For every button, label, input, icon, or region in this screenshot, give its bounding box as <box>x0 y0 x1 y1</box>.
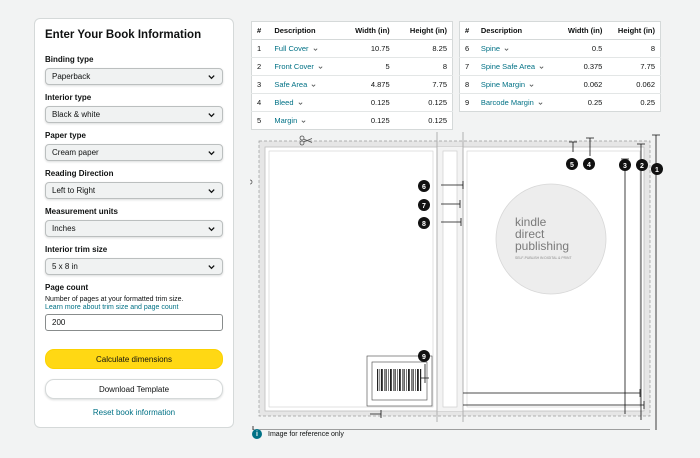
page-count-input[interactable] <box>45 314 223 331</box>
row-num: 8 <box>460 76 476 94</box>
measurement-units-label: Measurement units <box>45 207 118 216</box>
page-count-help: Number of pages at your formatted trim size. <box>45 296 184 303</box>
reading-direction-select[interactable] <box>45 182 223 199</box>
col-num: # <box>460 22 476 40</box>
row-num: 5 <box>257 116 262 125</box>
row-desc: Front Cover <box>274 62 314 71</box>
chevron-down-icon <box>539 65 544 70</box>
row-num: 6 <box>460 40 476 58</box>
logo-line-3: publishing <box>515 239 570 253</box>
chevron-down-icon <box>207 72 216 81</box>
table-row <box>252 40 453 58</box>
trim-size-label: Interior trim size <box>45 245 108 254</box>
marker-4-label: 4 <box>587 162 591 169</box>
row-desc: Margin <box>274 116 298 125</box>
binding-type-select[interactable] <box>45 68 223 85</box>
row-width: 0.062 <box>558 76 608 94</box>
table-row <box>252 76 453 94</box>
row-desc-dropdown[interactable] <box>476 58 558 76</box>
row-desc-dropdown[interactable] <box>269 76 340 94</box>
chevron-down-icon <box>207 148 216 157</box>
interior-type-select[interactable] <box>45 106 223 123</box>
row-num: 2 <box>252 58 270 76</box>
col-width: Width (in) <box>341 22 395 40</box>
chevron-down-icon <box>207 186 216 195</box>
col-height: Height (in) <box>607 22 660 40</box>
interior-type-value: Black & white <box>52 110 101 119</box>
dimensions-table-right <box>459 21 661 112</box>
trim-size-help-link[interactable]: Learn more about trim size and page count <box>45 304 179 311</box>
chevron-down-icon <box>298 101 303 106</box>
row-desc-dropdown[interactable] <box>269 40 340 58</box>
col-height: Height (in) <box>395 22 453 40</box>
row-height: 7.75 <box>395 76 453 94</box>
row-desc: Barcode Margin <box>480 98 534 107</box>
row-desc-dropdown[interactable] <box>476 76 558 94</box>
row-height: 8.25 <box>395 40 453 58</box>
cover-template-diagram <box>250 132 670 430</box>
calculate-dimensions-button[interactable]: Calculate dimensions <box>45 349 223 369</box>
row-desc: Safe Area <box>274 80 308 89</box>
reference-note <box>252 429 344 439</box>
row-height: 7.75 <box>607 58 660 76</box>
row-width: 0.5 <box>558 40 608 58</box>
row-width: 0.125 <box>370 116 390 125</box>
book-info-panel <box>34 18 234 428</box>
chevron-down-icon <box>311 83 316 88</box>
row-width: 0.375 <box>558 58 608 76</box>
trim-size-value: 5 x 8 in <box>52 262 78 271</box>
reset-book-info-link[interactable]: Reset book information <box>92 408 176 417</box>
col-desc: Description <box>476 22 558 40</box>
col-num: # <box>252 22 270 40</box>
page-count-value: 200 <box>52 318 66 327</box>
panel-title: Enter Your Book Information <box>45 29 202 41</box>
trim-size-select[interactable] <box>45 258 223 275</box>
row-width: 10.75 <box>341 40 395 58</box>
chevron-down-icon <box>207 262 216 271</box>
row-desc: Spine <box>480 44 501 53</box>
row-width: 0.25 <box>587 98 603 107</box>
row-num: 1 <box>252 40 270 58</box>
chevron-down-icon <box>301 119 306 124</box>
row-desc: Bleed <box>274 98 294 107</box>
row-width: 0.125 <box>341 94 395 112</box>
scissors-icon <box>250 180 252 192</box>
table-row <box>460 94 661 112</box>
marker-8-label: 8 <box>422 221 426 228</box>
paper-type-label: Paper type <box>45 131 86 140</box>
paper-type-select[interactable] <box>45 144 223 161</box>
row-desc-dropdown[interactable] <box>269 94 340 112</box>
row-num: 4 <box>252 94 270 112</box>
info-icon: i <box>252 429 262 439</box>
reference-note-text: Image for reference only <box>268 430 344 438</box>
chevron-down-icon <box>207 224 216 233</box>
row-desc: Spine Margin <box>480 80 526 89</box>
row-desc: Full Cover <box>274 44 309 53</box>
table-row <box>252 58 453 76</box>
row-num: 3 <box>252 76 270 94</box>
marker-7-label: 7 <box>422 203 426 210</box>
table-row <box>460 58 661 76</box>
table-row <box>252 112 453 130</box>
marker-9-label: 9 <box>422 354 426 361</box>
measurement-units-select[interactable] <box>45 220 223 237</box>
row-height: 0.125 <box>428 116 447 125</box>
table-row <box>460 76 661 94</box>
row-height: 8 <box>395 58 453 76</box>
chevron-down-icon <box>529 83 534 88</box>
row-num: 7 <box>460 58 476 76</box>
col-width: Width (in) <box>558 22 608 40</box>
paper-type-value: Cream paper <box>52 148 99 157</box>
row-width: 5 <box>341 58 395 76</box>
table-row <box>252 94 453 112</box>
row-num: 9 <box>465 98 470 107</box>
table-row <box>460 40 661 58</box>
marker-2-label: 2 <box>640 163 644 170</box>
marker-5-label: 5 <box>570 162 574 169</box>
row-height: 0.062 <box>607 76 660 94</box>
chevron-down-icon <box>207 110 216 119</box>
reading-direction-value: Left to Right <box>52 186 96 195</box>
binding-type-value: Paperback <box>52 72 91 81</box>
row-height: 0.125 <box>395 94 453 112</box>
row-desc-dropdown[interactable] <box>269 58 340 76</box>
chevron-down-icon <box>538 101 543 106</box>
spine-safe-area <box>443 151 457 407</box>
logo-line-2: direct <box>515 227 545 241</box>
row-desc-dropdown[interactable] <box>269 112 340 130</box>
logo-tagline: SELF-PUBLISH IN DIGITAL & PRINT <box>515 256 572 260</box>
marker-1-label: 1 <box>655 167 659 174</box>
marker-3-label: 3 <box>623 163 627 170</box>
page-count-label: Page count <box>45 283 89 292</box>
row-desc: Spine Safe Area <box>480 62 536 71</box>
binding-type-label: Binding type <box>45 55 94 64</box>
interior-type-label: Interior type <box>45 93 92 102</box>
col-desc: Description <box>269 22 340 40</box>
download-template-button[interactable]: Download Template <box>45 379 223 399</box>
chevron-down-icon <box>318 65 323 70</box>
chevron-down-icon <box>504 47 509 52</box>
row-height: 8 <box>607 40 660 58</box>
row-desc-dropdown[interactable] <box>476 94 558 112</box>
measurement-units-value: Inches <box>52 224 76 233</box>
dimensions-table-left <box>251 21 453 130</box>
chevron-down-icon <box>313 47 318 52</box>
marker-6-label: 6 <box>422 184 426 191</box>
row-width: 4.875 <box>341 76 395 94</box>
reading-direction-label: Reading Direction <box>45 169 114 178</box>
row-height: 0.25 <box>640 98 655 107</box>
row-desc-dropdown[interactable] <box>476 40 558 58</box>
logo-line-1: kindle <box>515 215 547 229</box>
